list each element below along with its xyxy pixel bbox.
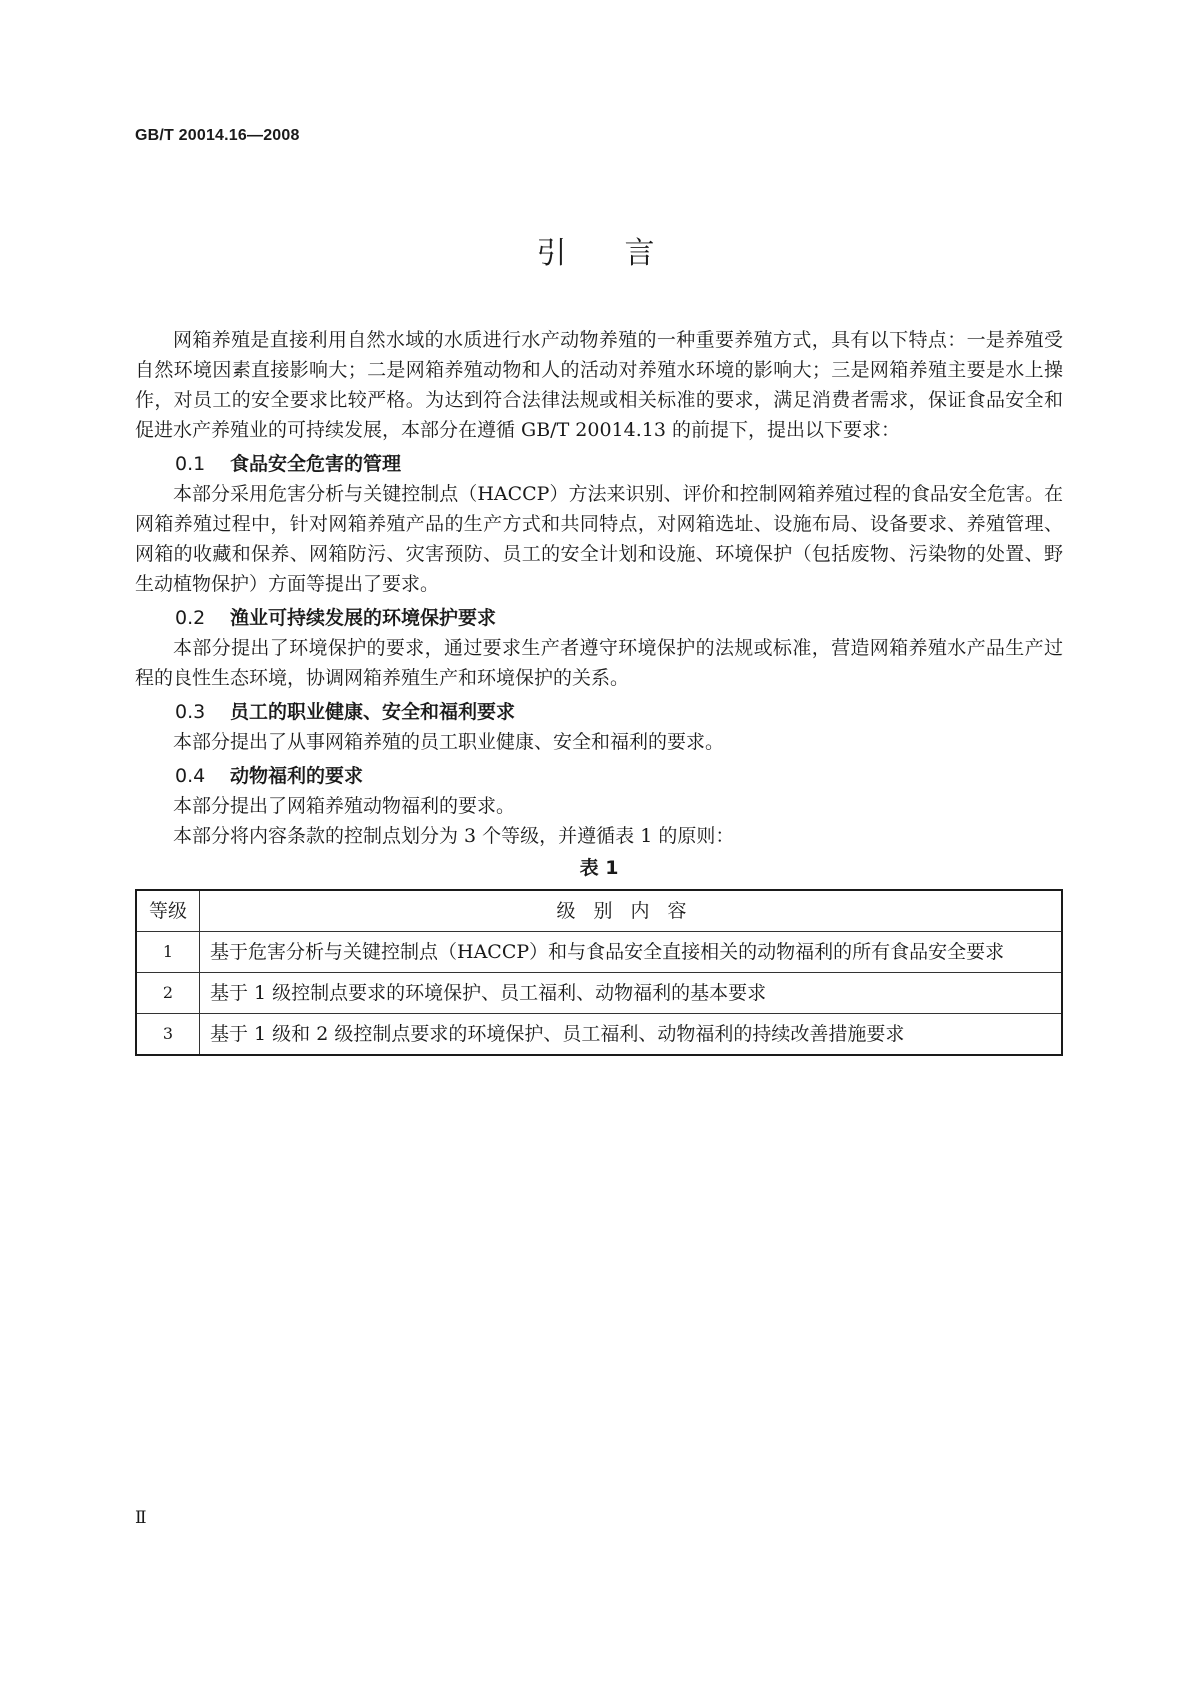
section-heading-0-4 <box>135 761 1063 791</box>
header-content: 级别内容 <box>200 890 1063 932</box>
document-body <box>135 325 1063 1056</box>
level-cell: 1 <box>136 932 200 973</box>
page-number: Ⅱ <box>135 1508 147 1528</box>
standard-code: GB/T 20014.16—2008 <box>135 127 300 144</box>
table-row <box>136 932 1062 973</box>
level-cell: 3 <box>136 1014 200 1056</box>
section-body-0-4: 本部分提出了网箱养殖动物福利的要求。 <box>173 795 516 817</box>
section-number: 0.4 <box>175 765 206 787</box>
levels-table <box>135 889 1063 1056</box>
section-heading-0-1 <box>135 449 1063 479</box>
section-title: 食品安全危害的管理 <box>230 453 402 475</box>
content-cell: 基于 1 级和 2 级控制点要求的环境保护、员工福利、动物福利的持续改善措施要求 <box>200 1014 1063 1056</box>
section-body-0-1: 本部分采用危害分析与关键控制点（HACCP）方法来识别、评价和控制网箱养殖过程的食品安全危害。在网箱养殖过程中，针对网箱养殖产品的生产方式和共同特点，对网箱选址、设施布局、设备要求、养殖管理、网箱的收藏和保养、网箱防污、灾害预防、员工的安全计划和设施、环境保护（包括废物、污染物的处置、野生动植物保护）方面等提出了要求。 <box>135 483 1063 595</box>
intro-paragraph: 网箱养殖是直接利用自然水域的水质进行水产动物养殖的一种重要养殖方式，具有以下特点：一是养殖受自然环境因素直接影响大；二是网箱养殖动物和人的活动对养殖水环境的影响大；三是网箱养殖主要是水上操作，对员工的安全要求比较严格。为达到符合法律法规或相关标准的要求，满足消费者需求，保证食品安全和促进水产养殖业的可持续发展，本部分在遵循 GB/T 20014.13 的前提下，提出以下要求： <box>135 329 1063 441</box>
section-body-0-2: 本部分提出了环境保护的要求，通过要求生产者遵守环境保护的法规或标准，营造网箱养殖水产品生产过程的良性生态环境，协调网箱养殖生产和环境保护的关系。 <box>135 637 1063 689</box>
closing-paragraph: 本部分将内容条款的控制点划分为 3 个等级，并遵循表 1 的原则： <box>173 825 735 847</box>
table-row <box>136 1014 1062 1056</box>
section-heading-0-2 <box>135 603 1063 633</box>
section-number: 0.2 <box>175 607 206 629</box>
section-number: 0.1 <box>175 453 206 475</box>
content-cell: 基于危害分析与关键控制点（HACCP）和与食品安全直接相关的动物福利的所有食品安全要求 <box>200 932 1063 973</box>
table-row <box>136 973 1062 1014</box>
section-heading-0-3 <box>135 697 1063 727</box>
section-title: 动物福利的要求 <box>230 765 364 787</box>
table-header-row <box>136 890 1062 932</box>
section-number: 0.3 <box>175 701 206 723</box>
content-cell: 基于 1 级控制点要求的环境保护、员工福利、动物福利的基本要求 <box>200 973 1063 1014</box>
page-title: 引言 <box>536 236 713 271</box>
section-title: 员工的职业健康、安全和福利要求 <box>230 701 516 723</box>
section-body-0-3: 本部分提出了从事网箱养殖的员工职业健康、安全和福利的要求。 <box>173 731 725 753</box>
level-cell: 2 <box>136 973 200 1014</box>
table-caption: 表 1 <box>579 857 619 879</box>
header-level: 等级 <box>136 890 200 932</box>
section-title: 渔业可持续发展的环境保护要求 <box>230 607 497 629</box>
